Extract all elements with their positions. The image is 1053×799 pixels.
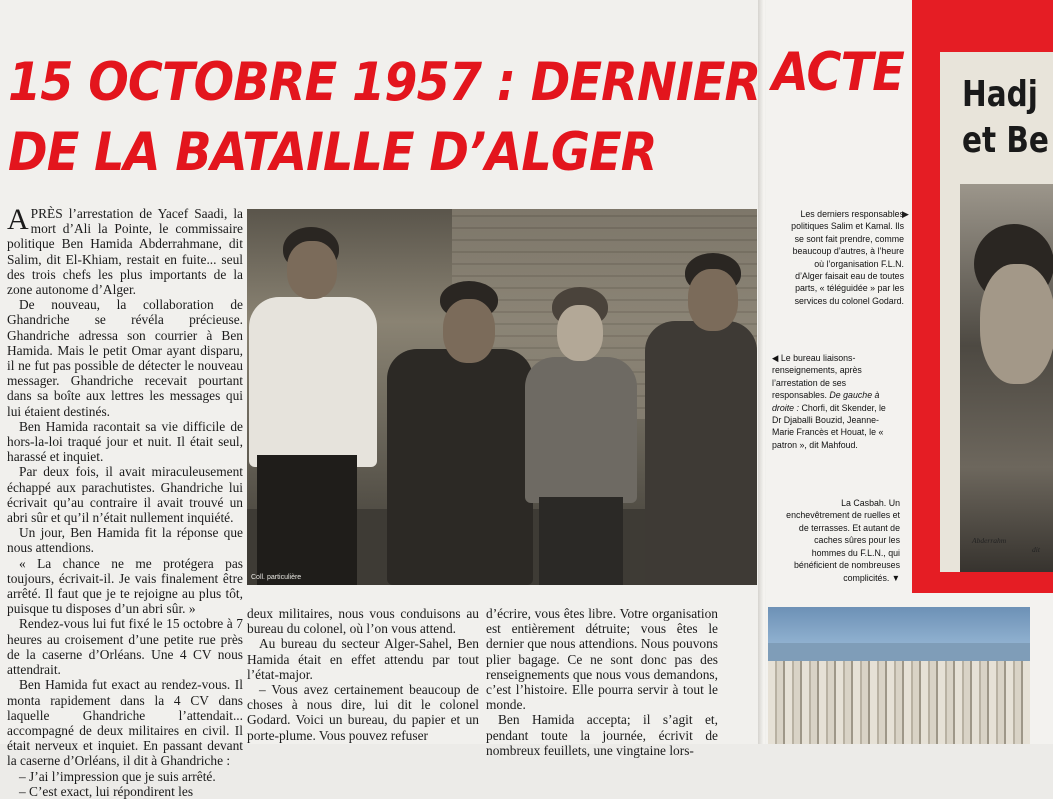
caption-emphasis: De gauche à droite :: [772, 390, 880, 414]
paragraph: – J’ai l’impression que je suis arrêté.: [19, 768, 216, 784]
paragraph: De nouveau, la collaboration de Ghandriche se révéla précieuse. Ghandriche adressa son courrier à Ben Hamida. Mais le petit Omar ayant disparu, il ne fut pas possible de détecter le nouveau messager. Ghandriche recevait pourtant dans sa boîte aux lettres les messages qui lui étaient destinés.: [7, 297, 243, 419]
headline-line-1-continued: ACTE: [772, 42, 904, 103]
headline-line-1: 15 OCTOBRE 1957 : DERNIER: [8, 52, 761, 113]
article-column-3: [486, 606, 718, 758]
paragraph: Rendez-vous lui fut fixé le 15 octobre à 7 heures au croisement d’une petite rue près de la caserne d’Orléans. Une 4 CV nous attendrait.: [7, 616, 243, 678]
paragraph: Ben Hamida fut exact au rendez-vous. Il monta rapidement dans la 4 CV dans laquelle Ghandriche l’attendait... accompagné de deux militaires en civil. Il était nerveux et inquiet. En passant devant la caserne d’Orléans, il dit à Ghandriche :: [7, 677, 243, 769]
caption-text: Le bureau liaisons-renseignements, après l’arrestation de ses responsables.: [772, 353, 862, 402]
poster-title-line-1: Hadj: [962, 74, 1038, 115]
poster-title: [962, 72, 1049, 164]
article-column-2: [247, 606, 479, 743]
sea: [768, 643, 1030, 661]
arrow-down-icon: ▼: [891, 573, 900, 584]
caption-salim-kamal: [786, 209, 904, 308]
arrow-left-icon: ◀: [772, 353, 779, 363]
rooftops: [768, 661, 1030, 744]
paragraph: « La chance ne me protégera pas toujours, écrivait-il. Je vais finalement être arrêté. Il faut que je te rejoigne au plus tôt, puisque tu disposes d’un abri sûr. »: [7, 555, 243, 617]
caption-bureau-liaisons: [772, 352, 893, 452]
paragraph: d’écrire, vous êtes libre. Votre organisation est entièrement détruite; vous êtes le dernier que nous attendions. Nous pouvons plier bagage. Ce ne sont donc pas des renseignements que nous vous demandons, c’est l’histoire. Elle pourra servir à tout le monde.: [486, 606, 718, 713]
poster-portrait: [960, 184, 1053, 572]
paragraph: – C’est exact, lui répondirent les: [19, 783, 194, 799]
poster-caption-line-2: dit: [1032, 545, 1040, 554]
drop-cap: A: [7, 203, 29, 236]
paragraph: – Vous avez certainement beaucoup de choses à nous dire, lui dit le colonel Godard. Voici un bureau, du papier et un porte-plume. Vous pouvez refuser: [247, 682, 479, 743]
paragraph: Ben Hamida accepta; il s’agit et, pendant toute la journée, écrivit de nombreux feuillets, une vingtaine lors-: [486, 712, 718, 758]
newspaper-poster: [940, 52, 1053, 572]
poster-caption: [972, 536, 1040, 554]
poster-title-line-2: et Be: [962, 120, 1049, 161]
paragraph: Un jour, Ben Hamida fit la réponse que nous attendions.: [7, 525, 243, 556]
caption-casbah: [786, 498, 900, 586]
poster-caption-line-1: Abderrahm: [972, 536, 1007, 545]
arrow-right-icon: ▶: [902, 209, 909, 219]
article-column-1: [7, 203, 243, 799]
group-photo: [247, 209, 757, 585]
headline-line-2: DE LA BATAILLE D’ALGER: [8, 122, 657, 183]
casbah-photo: [768, 607, 1030, 744]
caption-text: Chorfi, dit Skender, le Dr Djaballi Bouzid, Jeanne-Marie Francès et Houat, le « patron », dit Mahfoud.: [772, 402, 886, 451]
caption-text: Les derniers responsables politiques Salim et Kamal. Ils se sont fait prendre, comme beaucoup d’autres, à l’heure où l’organisation F.L.N. d’Alger faisait eau de toutes parts, « téléguidée » par les services du colonel Godard.: [791, 209, 904, 307]
photo-credit: Coll. particulière: [251, 574, 302, 581]
caption-text: La Casbah. Un enchevêtrement de ruelles et de terrasses. Et autant de caches sûres pour les hommes du F.L.N., qui bénéficient de nombreuses complicités.: [786, 498, 900, 585]
paragraph: Ben Hamida racontait sa vie difficile de hors-la-loi traqué jour et nuit. Il était seul, harassé et inquiet.: [7, 418, 243, 465]
paragraph: Au bureau du secteur Alger-Sahel, Ben Hamida était en effet attendu par tout l’état-major.: [247, 636, 479, 682]
paragraph: Par deux fois, il avait miraculeusement échappé aux parachutistes. Ghandriche lui écrivait qu’au contraire il avait trouvé un abri sûr et qu’il n’était nullement inquiété.: [7, 464, 243, 526]
paragraph: deux militaires, nous vous conduisons au bureau du colonel, où l’on vous attend.: [247, 606, 479, 637]
lead-caps: PRÈS: [30, 206, 63, 221]
paragraph: l’arrestation de Yacef Saadi, la mort d’Ali la Pointe, le commissaire politique Ben Hamida Abderrahmane, dit Salim, dit El-Khiam, restait en fuite... seul des trois chefs les plus importants de la zone autonome d’Alger.: [7, 206, 243, 298]
